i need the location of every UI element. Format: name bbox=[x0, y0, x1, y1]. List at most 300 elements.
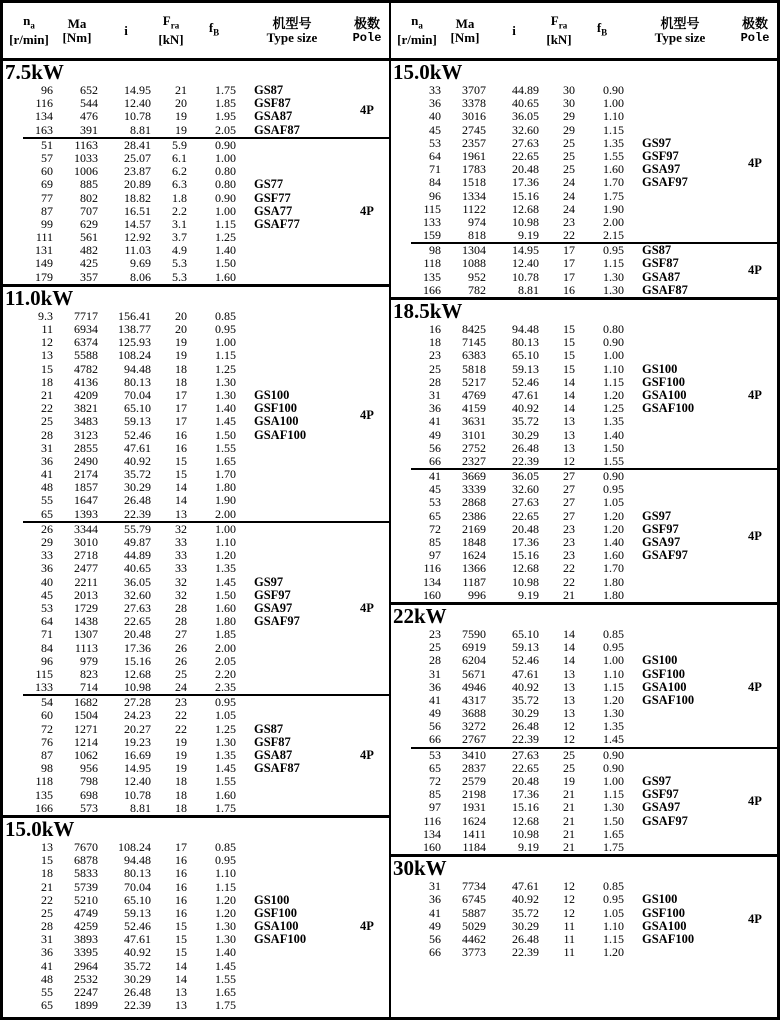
cell-fra: 16 bbox=[175, 866, 187, 881]
cell-i: 94.48 bbox=[124, 361, 151, 376]
cell-fra: 27 bbox=[563, 495, 575, 510]
cell-type-size bbox=[239, 508, 345, 521]
cell-type-size: GSF87 bbox=[254, 734, 291, 749]
cell-i: 26.48 bbox=[512, 931, 539, 946]
cell-ma: 2327 bbox=[462, 453, 486, 468]
cell-fra: 25 bbox=[563, 747, 575, 762]
cell-fb: 1.40 bbox=[215, 945, 236, 960]
table-row bbox=[3, 668, 345, 681]
cell-i: 40.92 bbox=[512, 892, 539, 907]
cell-type-size: GS100 bbox=[642, 361, 678, 376]
cell-i: 12.92 bbox=[124, 230, 151, 245]
table-row bbox=[391, 907, 733, 920]
cell-i: 70.04 bbox=[124, 879, 151, 894]
cell-ma: 4259 bbox=[74, 919, 98, 934]
cell-ma: 3893 bbox=[74, 932, 98, 947]
section-title: 7.5kW bbox=[5, 60, 64, 84]
cell-fb: 1.10 bbox=[603, 361, 624, 376]
power-section bbox=[3, 815, 389, 1017]
cell-i: 80.13 bbox=[124, 374, 151, 389]
cell-na: 49 bbox=[429, 706, 441, 721]
cell-ma: 4749 bbox=[74, 905, 98, 920]
cell-fra: 2.2 bbox=[172, 203, 187, 218]
cell-type-size bbox=[627, 483, 733, 496]
cell-fb: 1.20 bbox=[603, 521, 624, 536]
cell-fb: 1.20 bbox=[215, 548, 236, 563]
pole-value: 4P bbox=[360, 102, 374, 117]
cell-i: 47.61 bbox=[512, 879, 539, 894]
cell-fra: 15 bbox=[563, 361, 575, 376]
cell-fra: 30 bbox=[563, 96, 575, 111]
cell-i: 17.36 bbox=[512, 787, 539, 802]
cell-fra: 13 bbox=[563, 427, 575, 442]
cell-na: 13 bbox=[41, 348, 53, 363]
cell-na: 135 bbox=[35, 787, 53, 802]
cell-ma: 1163 bbox=[74, 137, 98, 152]
cell-na: 163 bbox=[35, 122, 53, 137]
cell-na: 72 bbox=[429, 774, 441, 788]
cell-fra: 13 bbox=[563, 414, 575, 429]
cell-i: 27.63 bbox=[512, 747, 539, 762]
cell-type-size: GSA100 bbox=[642, 679, 687, 694]
cell-fra: 6.1 bbox=[172, 150, 187, 165]
cell-i: 23.87 bbox=[124, 164, 151, 179]
table-row bbox=[3, 986, 345, 999]
cell-fra: 25 bbox=[175, 666, 187, 681]
table-row bbox=[3, 628, 345, 641]
cell-ma: 2767 bbox=[462, 732, 486, 747]
section-title: 15.0kW bbox=[393, 60, 463, 84]
table-row bbox=[3, 110, 345, 123]
rating-block bbox=[3, 139, 389, 284]
cell-fra: 17 bbox=[563, 269, 575, 284]
cell-fra: 24 bbox=[175, 680, 187, 695]
cell-fra: 24 bbox=[563, 175, 575, 190]
cell-i: 40.92 bbox=[124, 453, 151, 468]
cell-fb: 0.90 bbox=[603, 469, 624, 484]
cell-na: 66 bbox=[429, 945, 441, 960]
table-row bbox=[391, 124, 733, 137]
section-title: 11.0kW bbox=[5, 285, 74, 310]
cell-na: 85 bbox=[429, 535, 441, 549]
cell-i: 35.72 bbox=[124, 467, 151, 482]
cell-ma: 1961 bbox=[462, 148, 486, 163]
rating-rows bbox=[391, 470, 733, 602]
cell-i: 20.48 bbox=[512, 774, 539, 788]
header-na: $n_a$ [r/min] bbox=[9, 13, 49, 47]
cell-fb: 1.35 bbox=[215, 561, 236, 576]
cell-fb: 1.10 bbox=[215, 866, 236, 881]
cell-i: 14.95 bbox=[124, 83, 151, 97]
cell-ma: 3410 bbox=[462, 747, 486, 762]
cell-type-size: GSA100 bbox=[254, 919, 299, 934]
cell-i: 15.16 bbox=[124, 653, 151, 668]
cell-na: 71 bbox=[41, 627, 53, 642]
pole-value: 4P bbox=[360, 203, 374, 218]
cell-i: 15.16 bbox=[512, 548, 539, 563]
cell-fra: 13 bbox=[563, 440, 575, 455]
pole-value: 4P bbox=[360, 407, 374, 422]
table-row bbox=[391, 190, 733, 203]
cell-fra: 20 bbox=[175, 308, 187, 323]
table-row bbox=[3, 576, 345, 589]
table-row bbox=[3, 124, 345, 137]
cell-ma: 782 bbox=[468, 282, 486, 297]
cell-na: 36 bbox=[429, 892, 441, 907]
cell-i: 35.72 bbox=[512, 905, 539, 920]
table-row bbox=[3, 681, 345, 694]
cell-type-size bbox=[239, 802, 345, 815]
cell-na: 64 bbox=[41, 614, 53, 629]
cell-fb: 0.85 bbox=[215, 839, 236, 854]
rating-rows bbox=[3, 841, 345, 1012]
header-fb: $f_B$ bbox=[208, 20, 220, 38]
cell-fra: 14 bbox=[563, 640, 575, 655]
cell-type-size bbox=[627, 229, 733, 242]
cell-fra: 16 bbox=[175, 427, 187, 442]
cell-fb: 2.00 bbox=[215, 640, 236, 655]
table-row bbox=[3, 736, 345, 749]
cell-na: 135 bbox=[423, 269, 441, 284]
table-row bbox=[3, 205, 345, 218]
cell-fra: 12 bbox=[563, 892, 575, 907]
header-pole: 极数 Pole bbox=[352, 15, 382, 45]
cell-ma: 1122 bbox=[462, 201, 486, 216]
cell-i: 17.36 bbox=[124, 640, 151, 655]
cell-ma: 1411 bbox=[462, 826, 486, 841]
cell-fb: 1.90 bbox=[215, 493, 236, 508]
cell-fb: 1.15 bbox=[603, 787, 624, 802]
rating-block bbox=[3, 841, 389, 1012]
cell-ma: 5833 bbox=[74, 866, 98, 881]
cell-na: 56 bbox=[429, 719, 441, 734]
cell-ma: 3395 bbox=[74, 945, 98, 960]
cell-na: 53 bbox=[41, 600, 53, 615]
cell-ma: 6878 bbox=[74, 853, 98, 868]
cell-na: 133 bbox=[423, 214, 441, 229]
cell-ma: 561 bbox=[80, 230, 98, 245]
cell-i: 94.48 bbox=[124, 853, 151, 868]
cell-fb: 1.15 bbox=[603, 931, 624, 946]
cell-ma: 3773 bbox=[462, 945, 486, 960]
cell-type-size: GSAF97 bbox=[642, 175, 688, 190]
cell-ma: 1682 bbox=[74, 695, 98, 710]
table-row bbox=[391, 110, 733, 123]
table-row bbox=[391, 442, 733, 455]
cell-type-size bbox=[239, 139, 345, 152]
cell-ma: 5029 bbox=[462, 918, 486, 933]
cell-fb: 1.35 bbox=[215, 748, 236, 762]
cell-ma: 5210 bbox=[74, 892, 98, 907]
cell-type-size bbox=[239, 841, 345, 854]
cell-type-size bbox=[627, 707, 733, 720]
table-row bbox=[391, 815, 733, 828]
cell-fra: 33 bbox=[175, 548, 187, 563]
cell-na: 49 bbox=[429, 918, 441, 933]
cell-na: 84 bbox=[429, 175, 441, 190]
cell-ma: 1214 bbox=[74, 734, 98, 749]
cell-na: 28 bbox=[41, 427, 53, 442]
cell-fra: 21 bbox=[563, 826, 575, 841]
cell-type-size: GS100 bbox=[642, 653, 678, 668]
cell-na: 116 bbox=[423, 561, 441, 576]
table-row bbox=[3, 973, 345, 986]
cell-fra: 15 bbox=[563, 348, 575, 363]
cell-type-size: GSAF97 bbox=[642, 813, 688, 828]
table-row bbox=[391, 523, 733, 536]
cell-fra: 18 bbox=[175, 800, 187, 815]
rating-block bbox=[391, 244, 777, 297]
cell-i: 65.10 bbox=[512, 626, 539, 641]
table-row bbox=[3, 376, 345, 389]
cell-fb: 1.05 bbox=[603, 495, 624, 510]
cell-type-size bbox=[627, 323, 733, 336]
header-pole: 极数 Pole bbox=[740, 15, 770, 45]
cell-ma: 2174 bbox=[74, 467, 98, 482]
cell-ma: 4462 bbox=[462, 931, 486, 946]
cell-fra: 14 bbox=[175, 493, 187, 508]
table-row bbox=[3, 854, 345, 867]
cell-fb: 1.20 bbox=[603, 945, 624, 960]
cell-i: 36.05 bbox=[512, 469, 539, 484]
cell-type-size bbox=[627, 216, 733, 229]
cell-na: 36 bbox=[429, 96, 441, 111]
table-row bbox=[391, 150, 733, 163]
table-row bbox=[3, 642, 345, 655]
table-row bbox=[3, 508, 345, 521]
rating-rows bbox=[3, 84, 345, 137]
cell-ma: 2357 bbox=[462, 135, 486, 150]
cell-fb: 1.45 bbox=[215, 414, 236, 429]
cell-i: 12.40 bbox=[124, 774, 151, 789]
cell-type-size bbox=[627, 828, 733, 841]
cell-na: 98 bbox=[41, 761, 53, 776]
cell-na: 57 bbox=[41, 150, 53, 165]
cell-fra: 23 bbox=[563, 521, 575, 536]
cell-fb: 0.90 bbox=[603, 335, 624, 350]
cell-fra: 21 bbox=[175, 83, 187, 97]
cell-na: 22 bbox=[41, 401, 53, 416]
cell-fra: 23 bbox=[563, 548, 575, 563]
cell-type-size bbox=[239, 775, 345, 788]
cell-fra: 3.1 bbox=[172, 216, 187, 231]
cell-na: 133 bbox=[35, 680, 53, 695]
cell-na: 96 bbox=[41, 653, 53, 668]
cell-fb: 1.30 bbox=[603, 800, 624, 815]
cell-ma: 482 bbox=[80, 243, 98, 258]
cell-i: 47.61 bbox=[124, 440, 151, 455]
rating-rows bbox=[3, 696, 345, 815]
cell-type-size: GSAF100 bbox=[642, 931, 695, 946]
cell-na: 23 bbox=[429, 348, 441, 363]
cell-type-size: GS97 bbox=[254, 574, 284, 589]
cell-i: 44.89 bbox=[124, 548, 151, 563]
cell-type-size bbox=[239, 152, 345, 165]
cell-type-size: GSF97 bbox=[254, 587, 291, 602]
cell-i: 47.61 bbox=[124, 932, 151, 947]
rating-block bbox=[3, 696, 389, 815]
cell-i: 9.69 bbox=[130, 256, 151, 271]
cell-i: 52.46 bbox=[124, 919, 151, 934]
cell-ma: 4136 bbox=[74, 374, 98, 389]
cell-i: 22.39 bbox=[512, 453, 539, 468]
cell-type-size: GS100 bbox=[642, 892, 678, 907]
cell-fb: 1.50 bbox=[215, 427, 236, 442]
cell-i: 47.61 bbox=[512, 666, 539, 681]
cell-na: 41 bbox=[429, 905, 441, 920]
cell-fb: 2.00 bbox=[215, 506, 236, 521]
cell-fb: 1.65 bbox=[215, 985, 236, 999]
table-row bbox=[3, 139, 345, 152]
cell-type-size: GSF100 bbox=[642, 374, 686, 389]
cell-ma: 2579 bbox=[462, 774, 486, 788]
cell-ma: 3016 bbox=[462, 109, 486, 124]
cell-fra: 22 bbox=[175, 721, 187, 736]
cell-na: 25 bbox=[41, 414, 53, 429]
cell-ma: 1518 bbox=[462, 175, 486, 190]
cell-na: 40 bbox=[41, 574, 53, 589]
rating-rows bbox=[391, 244, 733, 297]
cell-fb: 1.60 bbox=[215, 787, 236, 802]
cell-ma: 7717 bbox=[74, 308, 98, 323]
cell-fb: 1.75 bbox=[215, 800, 236, 815]
cell-i: 40.92 bbox=[512, 679, 539, 694]
cell-fb: 1.80 bbox=[603, 587, 624, 602]
cell-ma: 974 bbox=[468, 214, 486, 229]
cell-na: 41 bbox=[429, 692, 441, 707]
table-row bbox=[391, 496, 733, 509]
cell-type-size: GSF87 bbox=[642, 256, 679, 271]
cell-fb: 1.75 bbox=[603, 839, 624, 854]
header-fra: $F_{ra}$ [kN] bbox=[158, 13, 184, 47]
cell-fra: 15 bbox=[175, 453, 187, 468]
cell-ma: 391 bbox=[80, 122, 98, 137]
cell-na: 96 bbox=[41, 83, 53, 97]
cell-na: 15 bbox=[41, 853, 53, 868]
cell-fb: 1.25 bbox=[603, 401, 624, 416]
cell-type-size: GSF100 bbox=[642, 905, 686, 920]
section-title: 30kW bbox=[393, 856, 447, 881]
cell-ma: 707 bbox=[80, 203, 98, 218]
cell-na: 26 bbox=[41, 521, 53, 536]
power-section bbox=[391, 602, 777, 854]
cell-fra: 15 bbox=[175, 467, 187, 482]
cell-na: 166 bbox=[35, 800, 53, 815]
cell-ma: 3483 bbox=[74, 414, 98, 429]
cell-i: 40.65 bbox=[512, 96, 539, 111]
table-row bbox=[391, 841, 733, 854]
table-row bbox=[391, 681, 733, 694]
cell-ma: 1033 bbox=[74, 150, 98, 165]
cell-na: 40 bbox=[429, 109, 441, 124]
cell-fb: 1.45 bbox=[215, 761, 236, 776]
cell-fb: 1.15 bbox=[603, 256, 624, 271]
cell-na: 64 bbox=[429, 148, 441, 163]
cell-type-size bbox=[239, 468, 345, 481]
cell-na: 56 bbox=[429, 931, 441, 946]
cell-ma: 1624 bbox=[462, 813, 486, 828]
cell-type-size bbox=[627, 124, 733, 137]
table-row bbox=[391, 257, 733, 270]
rating-block bbox=[391, 84, 777, 242]
cell-fra: 20 bbox=[175, 96, 187, 111]
cell-type-size: GS97 bbox=[642, 774, 672, 788]
cell-na: 53 bbox=[429, 135, 441, 150]
cell-fb: 1.30 bbox=[603, 282, 624, 297]
cell-i: 26.48 bbox=[124, 493, 151, 508]
cell-i: 26.48 bbox=[512, 719, 539, 734]
cell-i: 16.51 bbox=[124, 203, 151, 218]
table-row bbox=[3, 415, 345, 428]
cell-fra: 21 bbox=[563, 813, 575, 828]
cell-na: 116 bbox=[423, 813, 441, 828]
cell-fra: 23 bbox=[563, 214, 575, 229]
cell-type-size: GSF87 bbox=[254, 96, 291, 111]
cell-ma: 629 bbox=[80, 216, 98, 231]
cell-fra: 21 bbox=[563, 839, 575, 854]
cell-fb: 0.95 bbox=[215, 322, 236, 336]
cell-fb: 1.30 bbox=[215, 387, 236, 402]
cell-na: 72 bbox=[429, 521, 441, 536]
cell-type-size: GSAF87 bbox=[254, 122, 300, 137]
cell-fra: 19 bbox=[175, 748, 187, 762]
table-row bbox=[3, 310, 345, 323]
cell-ma: 698 bbox=[80, 787, 98, 802]
table-row bbox=[3, 455, 345, 468]
cell-fb: 1.20 bbox=[215, 892, 236, 907]
cell-na: 97 bbox=[429, 548, 441, 563]
section-title: 22kW bbox=[393, 603, 447, 628]
cell-fb: 1.35 bbox=[603, 135, 624, 150]
cell-type-size: GSAF100 bbox=[254, 932, 307, 947]
cell-na: 12 bbox=[41, 335, 53, 350]
cell-na: 18 bbox=[41, 866, 53, 881]
cell-type-size bbox=[627, 190, 733, 203]
cell-na: 45 bbox=[429, 122, 441, 137]
table-row bbox=[391, 97, 733, 110]
table-row bbox=[391, 720, 733, 733]
cell-ma: 1304 bbox=[462, 243, 486, 258]
cell-fb: 1.55 bbox=[603, 148, 624, 163]
cell-i: 25.07 bbox=[124, 150, 151, 165]
cell-fb: 1.20 bbox=[603, 692, 624, 707]
cell-i: 9.19 bbox=[518, 839, 539, 854]
cell-na: 179 bbox=[35, 269, 53, 284]
cell-type-size bbox=[239, 349, 345, 362]
cell-fra: 17 bbox=[175, 401, 187, 416]
cell-i: 9.19 bbox=[518, 587, 539, 602]
cell-i: 8.81 bbox=[130, 122, 151, 137]
cell-i: 36.05 bbox=[512, 109, 539, 124]
cell-na: 60 bbox=[41, 164, 53, 179]
cell-i: 27.63 bbox=[512, 495, 539, 510]
cell-type-size bbox=[239, 442, 345, 455]
cell-fb: 1.20 bbox=[603, 387, 624, 402]
cell-na: 48 bbox=[41, 480, 53, 495]
cell-fb: 1.60 bbox=[215, 600, 236, 615]
cell-fb: 1.85 bbox=[215, 627, 236, 642]
cell-ma: 5818 bbox=[462, 361, 486, 376]
cell-fb: 0.80 bbox=[215, 177, 236, 192]
cell-type-size bbox=[627, 733, 733, 746]
cell-na: 84 bbox=[41, 640, 53, 655]
cell-fra: 12 bbox=[563, 732, 575, 747]
rating-rows bbox=[391, 749, 733, 855]
cell-ma: 3821 bbox=[74, 401, 98, 416]
cell-fb: 1.80 bbox=[215, 480, 236, 495]
cell-i: 40.92 bbox=[512, 401, 539, 416]
cell-i: 32.60 bbox=[512, 482, 539, 497]
